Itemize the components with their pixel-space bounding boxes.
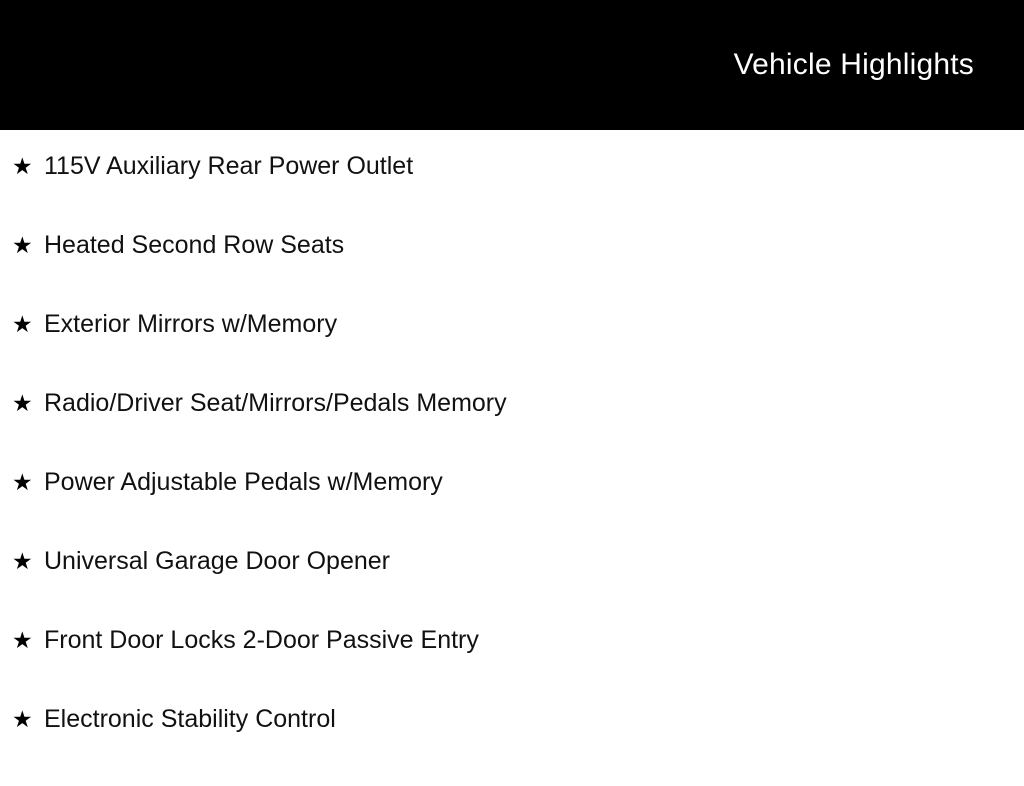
list-item xyxy=(0,707,1024,786)
vehicle-highlights-list xyxy=(0,130,1024,786)
list-item-label: Radio/Driver Seat/Mirrors/Pedals Memory xyxy=(44,389,507,417)
list-item xyxy=(0,628,1024,707)
star-icon: ★ xyxy=(12,311,33,337)
star-icon: ★ xyxy=(12,153,33,179)
list-item-label: Electronic Stability Control xyxy=(44,705,336,733)
list-item xyxy=(0,154,1024,233)
list-item xyxy=(0,391,1024,470)
list-item xyxy=(0,549,1024,628)
list-item xyxy=(0,312,1024,391)
star-icon: ★ xyxy=(12,548,33,574)
list-item-label: 115V Auxiliary Rear Power Outlet xyxy=(44,152,414,180)
list-item-label: Heated Second Row Seats xyxy=(44,231,345,259)
star-icon: ★ xyxy=(12,627,33,653)
star-icon: ★ xyxy=(12,469,33,495)
list-item-label: Power Adjustable Pedals w/Memory xyxy=(44,468,443,496)
list-item xyxy=(0,470,1024,549)
page-title: Vehicle Highlights xyxy=(733,48,974,81)
star-icon: ★ xyxy=(12,232,33,258)
star-icon: ★ xyxy=(12,706,33,732)
header-bar xyxy=(0,0,1024,130)
list-item-label: Universal Garage Door Opener xyxy=(44,547,390,575)
list-item-label: Front Door Locks 2-Door Passive Entry xyxy=(44,626,479,654)
list-item xyxy=(0,233,1024,312)
list-item-label: Exterior Mirrors w/Memory xyxy=(44,310,338,338)
star-icon: ★ xyxy=(12,390,33,416)
